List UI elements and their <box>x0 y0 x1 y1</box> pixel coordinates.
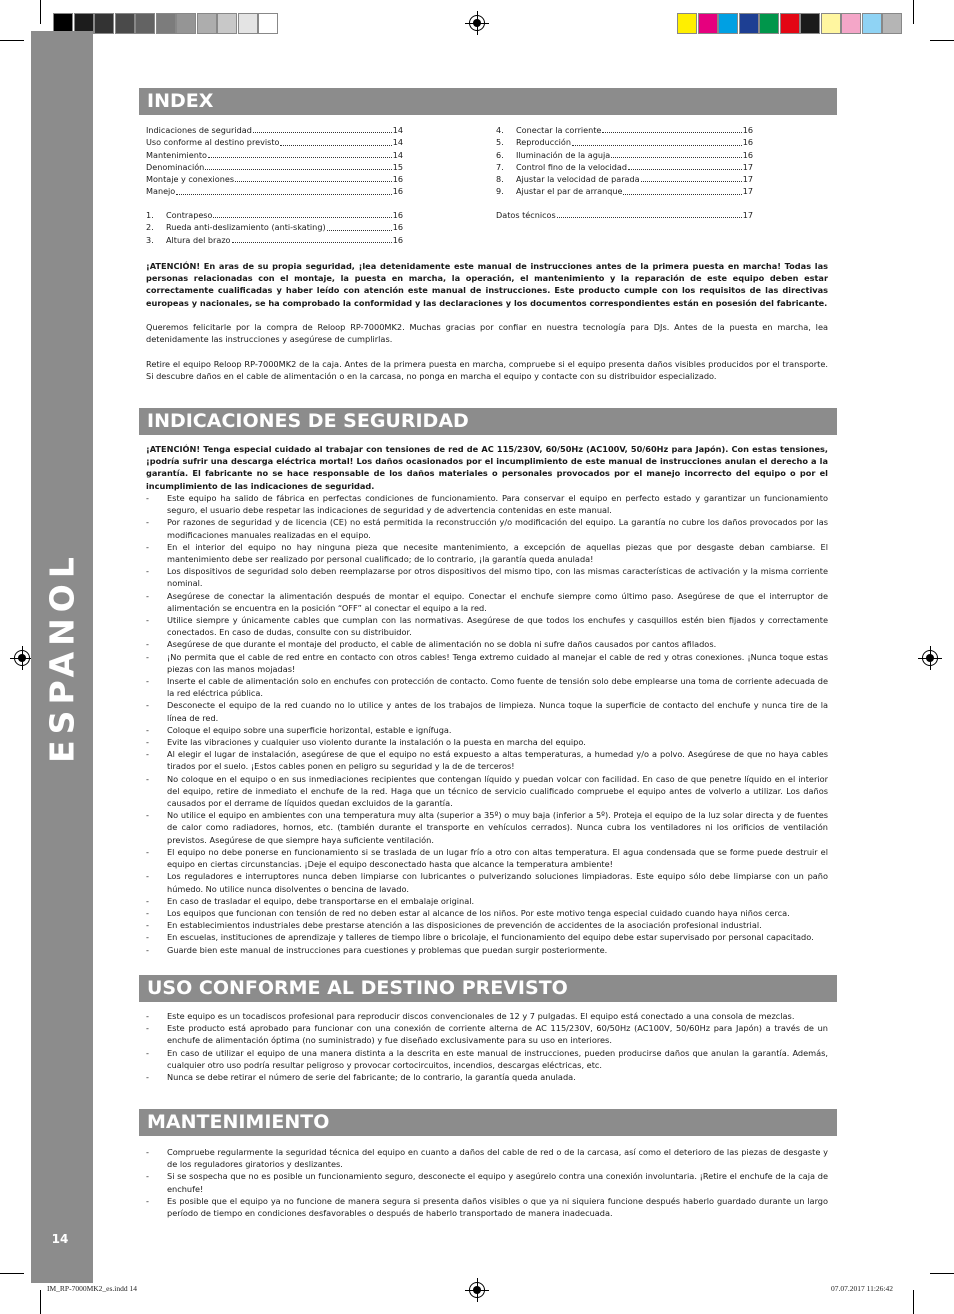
toc-entry-label: Denominación <box>146 161 205 172</box>
toc-entry-page: 17 <box>742 161 753 172</box>
registration-mark-icon <box>922 650 938 666</box>
list-item-text: Los reguladores e interruptores nunca deben limpiarse con lubricantes o pulverizando soluciones limpiadoras. Este equipo sólo debe limpiarse con un paño húmedo. No utilice nunca disolventes o bencina de lavado. <box>167 871 828 894</box>
bullet-dash: - <box>146 1023 149 1034</box>
crop-mark <box>0 1273 24 1274</box>
list-item <box>146 492 828 516</box>
list-item <box>146 565 828 589</box>
toc-entry-label: Ajustar la velocidad de parada <box>516 174 640 185</box>
toc-leader-dots <box>628 161 742 170</box>
toc-entry <box>496 161 753 173</box>
bullet-dash: - <box>146 920 149 931</box>
toc-entry <box>496 209 753 221</box>
bullet-dash: - <box>146 493 149 503</box>
list-item-text: Nunca se debe retirar el número de serie del fabricante; de lo contrario, la garantía queda anulada. <box>167 1072 576 1083</box>
toc-entry <box>146 124 403 136</box>
toc-entry <box>496 136 753 148</box>
toc-entry <box>496 124 753 136</box>
toc-entry-page: 17 <box>742 174 753 185</box>
toc-entry-number: 4. <box>496 125 504 135</box>
registration-mark-icon <box>14 650 30 666</box>
list-item <box>146 870 828 894</box>
toc-leader-dots <box>572 136 742 145</box>
toc-entry <box>146 136 403 148</box>
list-item <box>146 773 828 810</box>
toc-entry <box>146 221 403 233</box>
list-item <box>146 638 828 650</box>
crop-mark <box>0 40 24 41</box>
toc-entry-number: 1. <box>146 210 154 220</box>
toc-entry <box>496 185 753 197</box>
toc-entry-page: 14 <box>392 149 403 160</box>
toc-entry-number: 6. <box>496 149 504 160</box>
list-item <box>146 846 828 870</box>
toc-entry-page: 14 <box>392 137 403 148</box>
toc-leader-dots <box>611 149 741 158</box>
crop-mark <box>930 40 954 41</box>
list-item-text: En caso de utilizar el equipo de una manera distinta a la descrita en este manual de instrucciones, pueden producirse daños que anulan la garantía. Además, cualquier otro uso podría resultar peligroso y provocar cortocircuitos, incendios, descargas eléctricas, etc. <box>167 1047 828 1070</box>
toc-entry-label: Uso conforme al destino previsto <box>146 137 280 148</box>
color-swatch <box>197 13 217 34</box>
list-item <box>146 1071 828 1083</box>
toc-entry-label: Contrapeso <box>166 210 213 220</box>
toc-entry-page: 16 <box>392 234 403 245</box>
bullet-dash: - <box>146 810 149 821</box>
list-item-text: Evite las vibraciones y cualquier uso violento durante la instalación o la puesta en marcha del equipo. <box>167 737 586 748</box>
toc-entry-page: 16 <box>392 210 403 220</box>
color-swatch <box>238 13 258 34</box>
list-item-text: Este producto está aprobado para funcionar con una conexión de corriente alterna de AC 115/230V, 60/50Hz (AC100V, 50/60Hz para Japón) a través de un enchufe de alimentación óptima (no suministrado) y fue diseñado exclusivamente para su uso en interiores. <box>167 1023 828 1046</box>
toc-entry-label: Mantenimiento <box>146 149 207 160</box>
list-item-text: Compruebe regularmente la seguridad técnica del equipo en cuanto a daños del cable de red o de la carcasa, así como el deterioro de las piezas de desgaste y de los reguladores giratorios y deslizantes. <box>167 1147 828 1170</box>
crop-mark <box>930 1273 954 1274</box>
bullet-dash: - <box>146 907 149 918</box>
list-item <box>146 1047 828 1071</box>
list-item-text: ¡No permita que el cable de red entre en contacto con otros cables! Tenga extremo cuidado al manejar el cable de red y otras conexiones. ¡Nunca toque estas piezas con las manos mojadas! <box>167 651 828 674</box>
list-item-text: Es posible que el equipo ya no funcione de manera segura si presenta daños visibles o que ya ni siquiera funcione después haberlo guardado durante un largo período de tiempo en condiciones desfavorables o después de haberlo transportado de manera inadecuada. <box>167 1195 828 1219</box>
list-item-text: Desconecte el equipo de la red cuando no lo utilice y antes de los trabajos de limpieza. Nunca toque la superficie de contacto del enchufe y nunca tire de la línea de red. <box>167 700 828 723</box>
color-swatch <box>677 13 697 34</box>
toc-leader-dots <box>623 185 741 194</box>
bullet-dash: - <box>146 541 149 552</box>
index-header: INDEX <box>139 88 837 115</box>
bullet-dash: - <box>146 651 149 662</box>
toc-entry-number: 2. <box>146 222 154 233</box>
list-item-text: Asegúrese de que durante el montaje del producto, el cable de alimentación no se dobla ni sufre daños causados por cantos afilados. <box>167 639 717 650</box>
list-item-text: En caso de trasladar el equipo, debe transportarse en el embalaje original. <box>167 895 475 906</box>
list-item-text: En el interior del equipo no hay ninguna pieza que necesite mantenimiento, a excepción de aquellas piezas que por desgaste deban cambiarse. El mantenimiento debe ser realizado por personal cualificado; de lo contrario, ¡la garantía queda anulada! <box>167 541 828 565</box>
bullet-dash: - <box>146 700 149 711</box>
toc-left-numbered <box>146 209 403 246</box>
list-item-text: Asegúrese de conectar la alimentación después de montar el equipo. Conectar el enchufe siempre como último paso. Asegúrese de que el interruptor de alimentación se encuentra en la posición “OFF” al conectar el equipo a la red. <box>167 590 828 613</box>
list-item-text: No coloque en el equipo o en sus inmediaciones recipientes que contengan líquido y puedan volcar con facilidad. En caso de que penetre líquido en el interior del equipo, retire de inmediato el enchufe de la red. Haga que un técnico de servicio cualificado compruebe el equipo antes de volverlo a utilizar. Los daños causados por el derrame de líquidos quedan excluidos de la garantía. <box>167 773 828 809</box>
toc-left-column <box>146 124 403 198</box>
bullet-dash: - <box>146 1195 149 1206</box>
toc-leader-dots <box>232 234 392 243</box>
color-swatch <box>115 13 135 34</box>
list-item-text: Inserte el cable de alimentación solo en enchufes con protección de contacto. Como fuente de tensión solo debe emplearse una toma de corriente adecuada de la red eléctrica pública. <box>167 676 828 699</box>
crop-mark <box>40 0 41 24</box>
registration-mark-icon <box>469 15 485 31</box>
list-item-text: No utilice el equipo en ambientes con una temperatura muy alta (superior a 35º) o muy baja (inferior a 5º). Proteja el equipo de la luz solar directa y de fuentes de calor como radiadores, hornos, etc. (también durante el transporte en vehículos cerrados). Nunca cubra los ventiladores ni los orificios de ventilación previstos. Asegúrese de que siempre haya suficiente ventilación. <box>167 810 828 845</box>
bullet-dash: - <box>146 590 149 601</box>
list-item <box>146 1195 828 1219</box>
toc-entry-label: Montaje y conexiones <box>146 174 235 185</box>
toc-entry-number: 7. <box>496 161 504 172</box>
color-swatch <box>841 13 861 34</box>
toc-entry-page: 16 <box>392 174 403 185</box>
toc-entry <box>146 209 403 221</box>
list-item-text: Por razones de seguridad y de licencia (CE) no está permitida la reconstrucción y/o modificación del equipo. La garantía no cubre los daños provocados por las modificaciones manuales realizadas en el equipo. <box>167 517 828 540</box>
list-item-text: En establecimientos industriales debe prestarse atención a las disposiciones de prevención de accidentes de la asociación profesional industrial. <box>167 920 762 931</box>
toc-entry <box>146 149 403 161</box>
bullet-dash: - <box>146 749 149 760</box>
color-swatch <box>135 13 155 34</box>
toc-entry-page: 15 <box>392 161 403 172</box>
maintenance-list <box>146 1146 828 1219</box>
list-item <box>146 651 828 675</box>
list-item <box>146 614 828 638</box>
intro-paragraph: Retire el equipo Reloop RP-7000MK2 de la caja. Antes de la primera puesta en marcha, compruebe si el equipo presenta daños visibles producidos por el transporte. Si descubre daños en el cable de alimentación o en la carcasa, no ponga en marcha el equipo y contacte con su distribuidor especializado. <box>146 359 828 382</box>
color-swatch <box>821 13 841 34</box>
toc-entry-label: Control fino de la velocidad <box>516 161 627 172</box>
page-number: 14 <box>51 1232 69 1246</box>
color-swatch <box>698 13 718 34</box>
color-swatch <box>217 13 237 34</box>
list-item <box>146 748 828 772</box>
bullet-dash: - <box>146 871 149 882</box>
color-swatch <box>94 13 114 34</box>
crop-mark <box>913 1290 914 1314</box>
list-item-text: Guarde bien este manual de instrucciones para cuestiones y problemas que puedan surgir posteriormente. <box>167 944 608 955</box>
toc-entry-number: 3. <box>146 234 154 245</box>
bullet-dash: - <box>146 1011 149 1021</box>
toc-entry-number: 5. <box>496 137 504 148</box>
crop-mark <box>913 0 914 24</box>
footer-date: 07.07.2017 11:26:42 <box>830 1284 893 1293</box>
bullet-dash: - <box>146 676 149 687</box>
list-item-text: En escuelas, instituciones de aprendizaje y talleres de tiempo libre o bricolaje, el funcionamiento del equipo debe estar supervisado por personal capacitado. <box>167 932 814 943</box>
toc-entry-label: Rueda anti-deslizamiento (anti-skating) <box>166 222 326 233</box>
bullet-dash: - <box>146 895 149 906</box>
toc-entry-page: 17 <box>742 210 753 220</box>
list-item <box>146 1010 828 1022</box>
bullet-dash: - <box>146 737 149 748</box>
toc-entry-number: 9. <box>496 186 504 197</box>
toc-leader-dots <box>327 221 392 230</box>
list-item <box>146 724 828 736</box>
color-swatch <box>882 13 902 34</box>
list-item <box>146 1022 828 1046</box>
toc-leader-dots <box>557 209 742 218</box>
usage-header: USO CONFORME AL DESTINO PREVISTO <box>139 975 837 1002</box>
list-item <box>146 736 828 748</box>
bullet-dash: - <box>146 639 149 650</box>
list-item-text: Si se sospecha que no es posible un funcionamiento seguro, desconecte el equipo y asegúrelo contra una conexión involuntaria. ¡Retire el enchufe de la caja de enchufe! <box>167 1171 828 1194</box>
toc-entry-label: Manejo <box>146 186 176 197</box>
toc-leader-dots <box>235 173 392 182</box>
color-swatch <box>718 13 738 34</box>
color-swatch <box>759 13 779 34</box>
toc-right-column <box>496 124 753 198</box>
list-item-text: Este equipo es un tocadiscos profesional para reproducir discos convencionales de 12 y 7 pulgadas. El equipo está conectado a una consola de mezclas. <box>167 1011 795 1021</box>
list-item <box>146 590 828 614</box>
bullet-dash: - <box>146 1047 149 1058</box>
footer-file: IM_RP-7000MK2_es.indd 14 <box>47 1284 138 1293</box>
toc-entry-label: Datos técnicos <box>496 210 556 220</box>
toc-leader-dots <box>253 124 392 133</box>
bullet-dash: - <box>146 944 149 955</box>
registration-mark-icon <box>469 1282 485 1298</box>
list-item <box>146 907 828 919</box>
toc-leader-dots <box>602 124 741 133</box>
list-item <box>146 675 828 699</box>
list-item <box>146 516 828 540</box>
list-item-text: Utilice siempre y únicamente cables que cumplan con las normativas. Asegúrese de que todos los enchufes y casquillos estén bien fijados y correctamente conectados. En caso de dudas, consulte con su distribuidor. <box>167 615 828 638</box>
toc-entry-label: Conectar la corriente <box>516 125 602 135</box>
toc-leader-dots <box>213 209 391 218</box>
language-label: ESPANOL <box>42 551 82 763</box>
toc-entry-page: 16 <box>392 222 403 233</box>
usage-list <box>146 1010 828 1083</box>
list-item <box>146 1146 828 1170</box>
toc-entry-label: Ajustar el par de arranque <box>516 186 623 197</box>
toc-entry-page: 16 <box>742 125 753 135</box>
bullet-dash: - <box>146 615 149 626</box>
safety-list <box>146 492 828 956</box>
toc-entry <box>146 161 403 173</box>
toc-entry-label: Reproducción <box>516 137 571 148</box>
list-item <box>146 809 828 846</box>
toc-entry-page: 16 <box>742 149 753 160</box>
crop-mark <box>40 1290 41 1314</box>
safety-header: INDICACIONES DE SEGURIDAD <box>139 408 837 435</box>
list-item <box>146 931 828 943</box>
toc-leader-dots <box>205 161 391 170</box>
toc-leader-dots <box>280 136 391 145</box>
toc-entry-page: 16 <box>392 186 403 197</box>
list-item-text: Los equipos que funcionan con tensión de red no deben estar al alcance de los niños. Por este motivo tenga especial cuidado cuando haya niños cerca. <box>167 907 790 918</box>
bullet-dash: - <box>146 1072 149 1083</box>
color-swatch <box>862 13 882 34</box>
safety-warning: ¡ATENCIÓN! Tenga especial cuidado al trabajar con tensiones de red de AC 115/230V, 60/50Hz (AC100V, 50/60Hz para Japón). Con estas tensiones, ¡podría sufrir una descarga eléctrica mortal! Los daños ocasionados por el incumplimiento de este manual de instrucciones anulan el derecho a la garantía. El fabricante no se hace responsable de los daños materiales o personales provocados por el manejo incorrecto del equipo o por el incumplimiento de las indicaciones de seguridad. <box>146 444 828 491</box>
bullet-dash: - <box>146 846 149 857</box>
bullet-dash: - <box>146 1147 149 1157</box>
toc-entry-label: Altura del brazo <box>166 234 231 245</box>
bullet-dash: - <box>146 517 149 528</box>
toc-entry-page: 16 <box>742 137 753 148</box>
toc-entry-number: 8. <box>496 174 504 185</box>
toc-entry-page: 17 <box>742 186 753 197</box>
list-item <box>146 541 828 565</box>
color-swatch <box>739 13 759 34</box>
bullet-dash: - <box>146 1171 149 1182</box>
color-swatch <box>176 13 196 34</box>
list-item <box>146 895 828 907</box>
list-item <box>146 1170 828 1194</box>
toc-entry <box>496 173 753 185</box>
list-item <box>146 699 828 723</box>
toc-entry-label: Iluminación de la aguja <box>516 149 611 160</box>
color-swatch <box>156 13 176 34</box>
toc-entry <box>146 234 403 246</box>
intro-warning: ¡ATENCIÓN! En aras de su propia seguridad, ¡lea detenidamente este manual de instrucciones antes de la primera puesta en marcha! Todas las personas relacionadas con el montaje, la puesta en marcha, la operación, el mantenimiento y la reparación de este equipo deben estar correctamente cualificadas y haber leído con atención este manual de instrucciones. Este producto cumple con los requisitos de las directivas europeas y nacionales, se ha comprobado la conformidad y las declaraciones y los documentos correspondientes están en posesión del fabricante. <box>146 261 828 308</box>
list-item-text: Los dispositivos de seguridad solo deben reemplazarse por otros dispositivos del mismo tipo, con las mismas características de activación y la misma corriente nominal. <box>167 566 828 589</box>
color-swatch <box>258 13 278 34</box>
toc-entry <box>146 173 403 185</box>
toc-entry <box>496 149 753 161</box>
toc-entry-label: Indicaciones de seguridad <box>146 125 252 135</box>
list-item-text: Al elegir el lugar de instalación, asegúrese de que el equipo no está expuesto a altas temperaturas, a humedad y/o a polvo. Asegúrese de que no haya cables tirados por el suelo. ¡Estos cables ponen en peligro su seguridad y la de de terceros! <box>167 749 828 772</box>
toc-entry <box>146 185 403 197</box>
toc-leader-dots <box>208 149 392 158</box>
bullet-dash: - <box>146 773 149 784</box>
list-item-text: Este equipo ha salido de fábrica en perfectas condiciones de funcionamiento. Para conservar el equipo en perfecto estado y garantizar un funcionamiento seguro, el usuario debe respetar las indicaciones de seguridad y de advertencia contenidas en este manual. <box>167 493 828 516</box>
list-item <box>146 919 828 931</box>
bullet-dash: - <box>146 566 149 577</box>
toc-entry-page: 14 <box>392 125 403 135</box>
toc-leader-dots <box>641 173 742 182</box>
list-item-text: Coloque el equipo sobre una superficie horizontal, estable e ignífuga. <box>167 724 452 735</box>
intro-paragraph: Queremos felicitarle por la compra de Reloop RP-7000MK2. Muchas gracias por confiar en nuestra tecnología para DJs. Antes de la puesta en marcha, lea detenidamente las instrucciones y asegúrese de cumplirlas. <box>146 322 828 345</box>
list-item-text: El equipo no debe ponerse en funcionamiento si se traslada de un lugar frío a otro con altas temperatura. El agua condensada que se forme puede destruir el equipo en ciertas circunstancias. ¡Deje el equipo desconectado hasta que alcance la temperatura ambiente! <box>167 846 828 870</box>
toc-leader-dots <box>176 185 391 194</box>
bullet-dash: - <box>146 932 149 943</box>
maintenance-header: MANTENIMIENTO <box>139 1109 837 1136</box>
toc-right-tech <box>496 209 753 221</box>
list-item <box>146 944 828 956</box>
bullet-dash: - <box>146 724 149 735</box>
color-swatch <box>780 13 800 34</box>
color-swatch <box>800 13 820 34</box>
